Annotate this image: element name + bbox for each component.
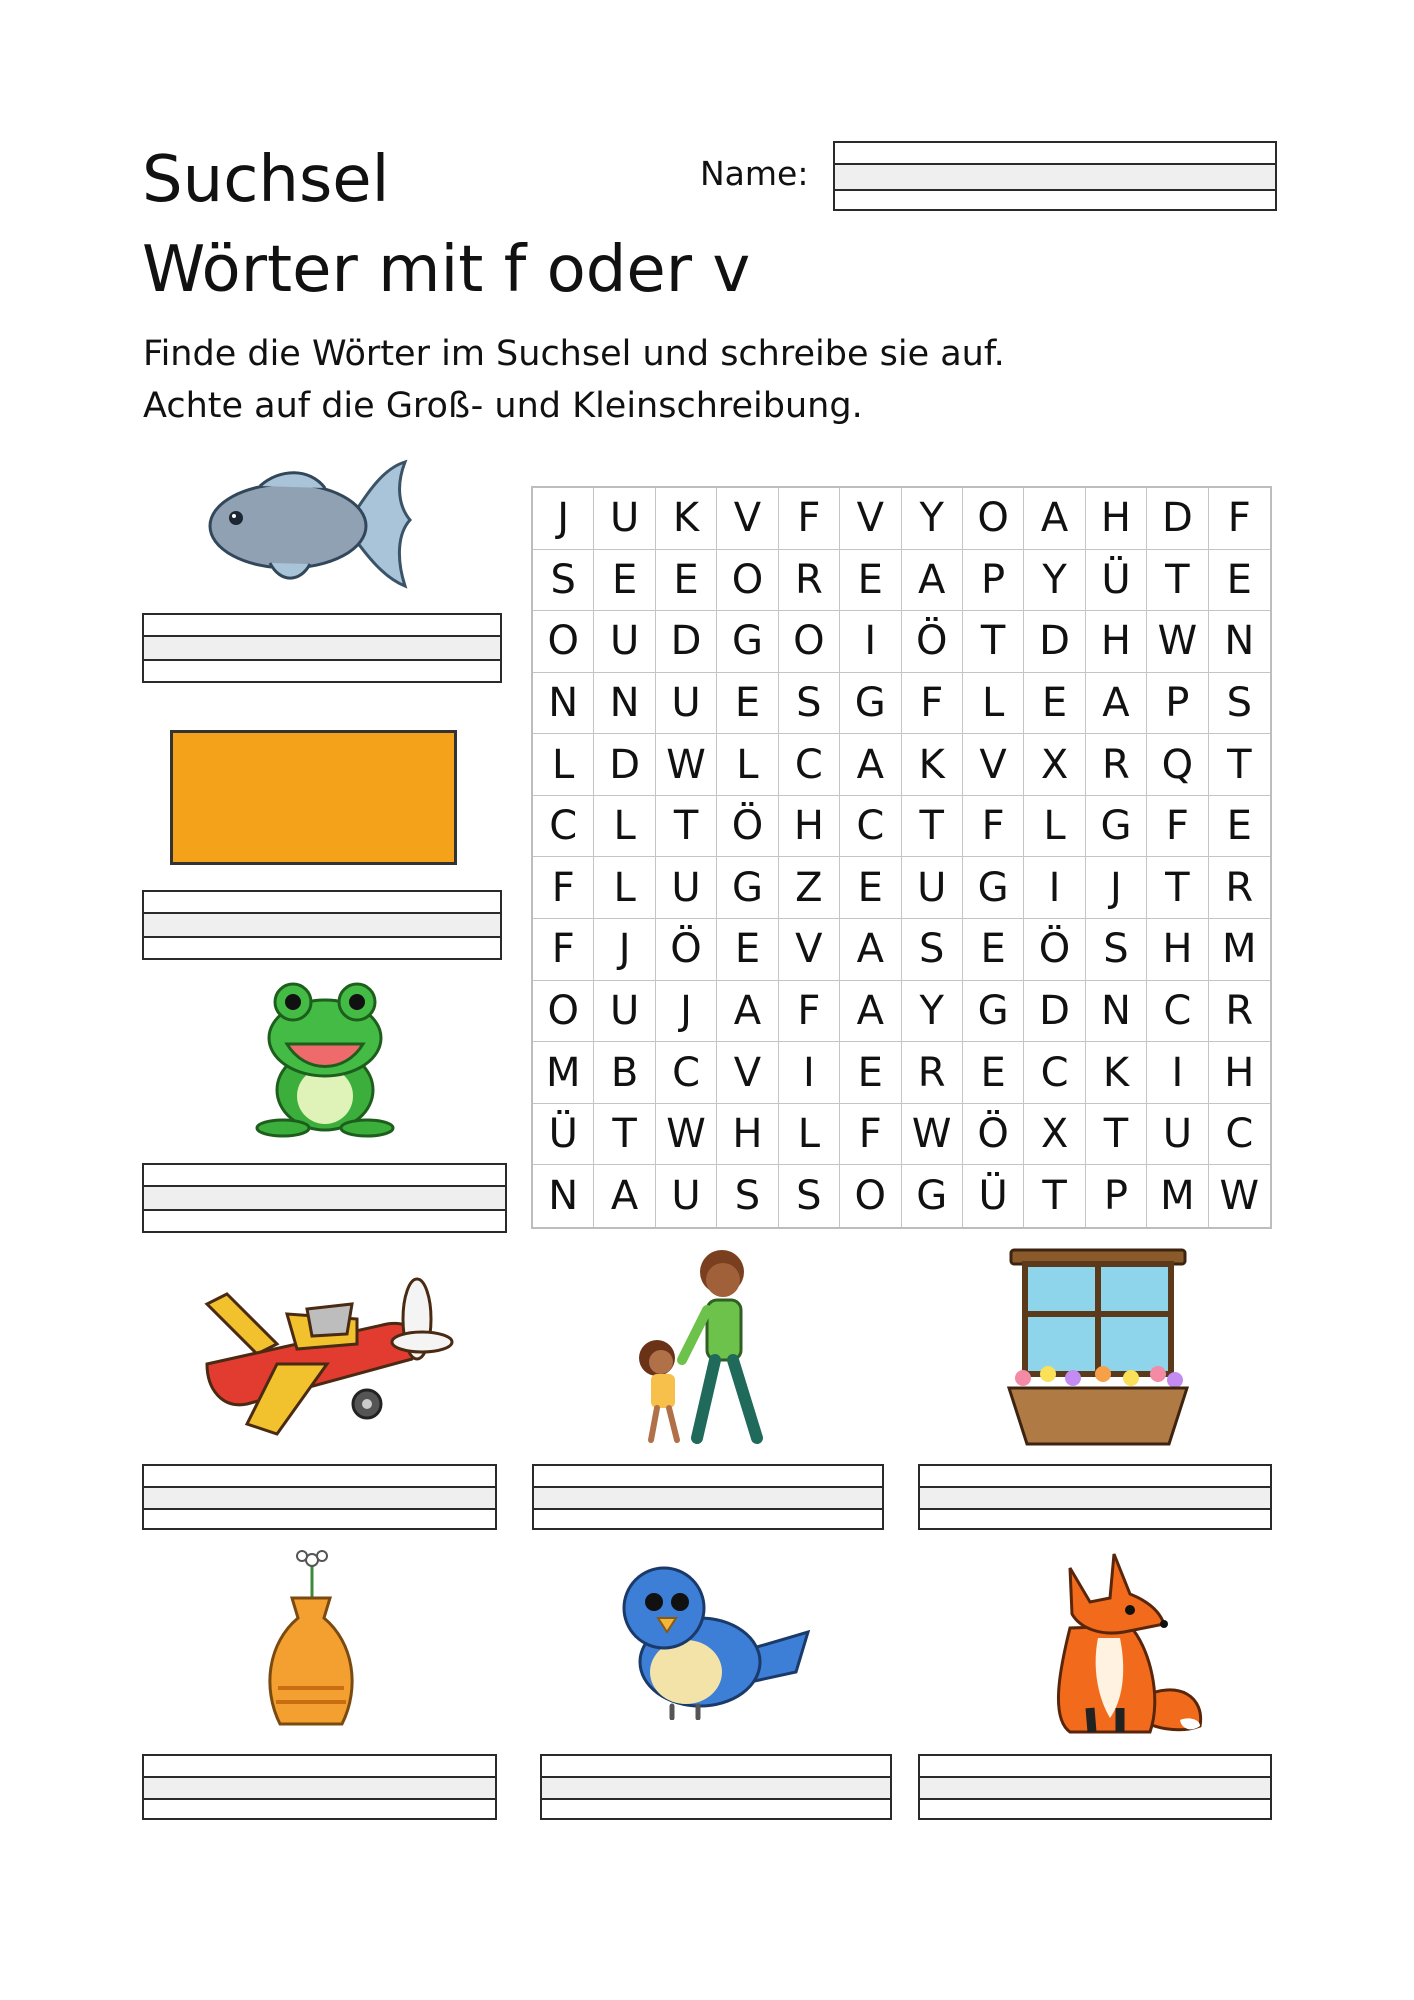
grid-cell[interactable]: E — [717, 919, 778, 981]
grid-cell[interactable]: C — [533, 796, 594, 858]
grid-cell[interactable]: R — [779, 550, 840, 612]
grid-cell[interactable]: G — [963, 981, 1024, 1043]
grid-cell[interactable]: O — [533, 611, 594, 673]
grid-cell[interactable]: D — [1024, 981, 1085, 1043]
name-label: Name: — [700, 154, 809, 193]
grid-cell[interactable]: Y — [902, 981, 963, 1043]
fish-writing-line[interactable] — [142, 613, 502, 683]
grid-cell[interactable]: J — [1086, 857, 1147, 919]
grid-cell[interactable]: N — [1086, 981, 1147, 1043]
grid-cell[interactable]: A — [594, 1165, 655, 1227]
grid-cell[interactable]: E — [840, 1042, 901, 1104]
bird-picture — [620, 1562, 810, 1720]
worksheet-title: Suchsel — [142, 143, 390, 217]
grid-cell[interactable]: U — [594, 611, 655, 673]
grid-cell[interactable]: T — [902, 796, 963, 858]
grid-cell[interactable]: K — [656, 488, 717, 550]
grid-cell[interactable]: E — [840, 857, 901, 919]
grid-cell[interactable]: A — [717, 981, 778, 1043]
grid-cell[interactable]: A — [902, 550, 963, 612]
grid-cell[interactable]: W — [1147, 611, 1208, 673]
father-child-picture — [637, 1250, 787, 1450]
grid-cell[interactable]: L — [533, 734, 594, 796]
grid-cell[interactable]: E — [1209, 550, 1270, 612]
grid-cell[interactable]: Ö — [717, 796, 778, 858]
grid-cell[interactable]: V — [717, 1042, 778, 1104]
grid-cell[interactable]: I — [1024, 857, 1085, 919]
grid-cell[interactable]: R — [1209, 981, 1270, 1043]
grid-cell[interactable]: I — [1147, 1042, 1208, 1104]
grid-cell[interactable]: P — [1086, 1165, 1147, 1227]
grid-cell[interactable]: H — [1209, 1042, 1270, 1104]
grid-cell[interactable]: E — [1024, 673, 1085, 735]
grid-cell[interactable]: F — [1147, 796, 1208, 858]
grid-cell[interactable]: S — [717, 1165, 778, 1227]
grid-cell[interactable]: Z — [779, 857, 840, 919]
grid-cell[interactable]: O — [779, 611, 840, 673]
grid-cell[interactable]: Ü — [533, 1104, 594, 1166]
grid-cell[interactable]: A — [840, 981, 901, 1043]
grid-cell[interactable]: F — [779, 488, 840, 550]
grid-cell[interactable]: O — [963, 488, 1024, 550]
grid-cell[interactable]: V — [779, 919, 840, 981]
grid-cell[interactable]: R — [902, 1042, 963, 1104]
grid-cell[interactable]: S — [1086, 919, 1147, 981]
frog-picture — [255, 978, 395, 1138]
grid-cell[interactable]: P — [963, 550, 1024, 612]
name-writing-line[interactable] — [833, 141, 1277, 211]
grid-cell[interactable]: C — [1147, 981, 1208, 1043]
grid-cell[interactable]: Ü — [963, 1165, 1024, 1227]
grid-cell[interactable]: H — [717, 1104, 778, 1166]
grid-cell[interactable]: U — [656, 673, 717, 735]
grid-cell[interactable]: P — [1147, 673, 1208, 735]
grid-cell[interactable]: U — [902, 857, 963, 919]
grid-cell[interactable]: K — [902, 734, 963, 796]
grid-cell[interactable]: W — [656, 1104, 717, 1166]
grid-cell[interactable]: Ö — [963, 1104, 1024, 1166]
frog-writing-line[interactable] — [142, 1163, 507, 1233]
grid-cell[interactable]: W — [656, 734, 717, 796]
grid-cell[interactable]: A — [840, 919, 901, 981]
instruction-line-1: Finde die Wörter im Suchsel und schreibe sie auf. — [143, 334, 1005, 374]
grid-cell[interactable]: D — [656, 611, 717, 673]
grid-cell[interactable]: F — [902, 673, 963, 735]
grid-cell[interactable]: I — [840, 611, 901, 673]
grid-cell[interactable]: V — [717, 488, 778, 550]
grid-cell[interactable]: E — [840, 550, 901, 612]
grid-cell[interactable]: J — [533, 488, 594, 550]
grid-cell[interactable]: D — [1147, 488, 1208, 550]
grid-cell[interactable]: C — [779, 734, 840, 796]
grid-cell[interactable]: G — [1086, 796, 1147, 858]
grid-cell[interactable]: N — [594, 673, 655, 735]
grid-cell[interactable]: E — [594, 550, 655, 612]
grid-cell[interactable]: J — [594, 919, 655, 981]
grid-cell[interactable]: R — [1209, 857, 1270, 919]
grid-cell[interactable]: U — [656, 1165, 717, 1227]
grid-cell[interactable]: T — [1147, 550, 1208, 612]
grid-cell[interactable]: Ö — [1024, 919, 1085, 981]
grid-cell[interactable]: M — [1147, 1165, 1208, 1227]
grid-cell[interactable]: L — [594, 796, 655, 858]
rectangle-writing-line[interactable] — [142, 890, 502, 960]
grid-cell[interactable]: Ö — [902, 611, 963, 673]
grid-cell[interactable]: O — [717, 550, 778, 612]
grid-cell[interactable]: L — [779, 1104, 840, 1166]
grid-cell[interactable]: F — [1209, 488, 1270, 550]
grid-cell[interactable]: F — [779, 981, 840, 1043]
grid-cell[interactable]: C — [656, 1042, 717, 1104]
grid-cell[interactable]: H — [779, 796, 840, 858]
grid-cell[interactable]: L — [1024, 796, 1085, 858]
grid-cell[interactable]: G — [840, 673, 901, 735]
grid-cell[interactable]: A — [840, 734, 901, 796]
grid-cell[interactable]: R — [1086, 734, 1147, 796]
grid-cell[interactable]: S — [1209, 673, 1270, 735]
grid-cell[interactable]: E — [1209, 796, 1270, 858]
father-writing-line[interactable] — [532, 1464, 884, 1530]
airplane-writing-line[interactable] — [142, 1464, 497, 1530]
grid-cell[interactable]: H — [1147, 919, 1208, 981]
grid-cell[interactable]: F — [533, 857, 594, 919]
grid-cell[interactable]: T — [1086, 1104, 1147, 1166]
grid-cell[interactable]: C — [1024, 1042, 1085, 1104]
grid-cell[interactable]: W — [1219, 1173, 1260, 1220]
fox-picture — [1040, 1548, 1205, 1735]
grid-cell[interactable]: Ü — [1086, 550, 1147, 612]
grid-cell[interactable]: M — [533, 1042, 594, 1104]
fox-writing-line[interactable] — [918, 1754, 1272, 1820]
grid-cell[interactable]: N — [533, 1165, 594, 1227]
grid-cell[interactable]: T — [1024, 1165, 1085, 1227]
grid-cell[interactable]: V — [963, 734, 1024, 796]
grid-cell[interactable]: N — [533, 673, 594, 735]
grid-cell[interactable]: J — [656, 981, 717, 1043]
window-picture — [1003, 1248, 1193, 1446]
grid-cell[interactable]: C — [840, 796, 901, 858]
grid-cell[interactable]: I — [779, 1042, 840, 1104]
grid-cell[interactable]: O — [533, 981, 594, 1043]
grid-cell[interactable]: V — [840, 488, 901, 550]
grid-cell[interactable]: Y — [902, 488, 963, 550]
grid-cell[interactable]: E — [717, 673, 778, 735]
grid-cell[interactable]: X — [1024, 734, 1085, 796]
grid-cell[interactable]: G — [717, 611, 778, 673]
grid-cell[interactable]: E — [656, 550, 717, 612]
grid-cell[interactable]: Y — [1024, 550, 1085, 612]
grid-cell[interactable]: W — [902, 1104, 963, 1166]
grid-cell[interactable]: T — [1209, 734, 1270, 796]
grid-cell[interactable]: G — [717, 857, 778, 919]
grid-cell[interactable]: S — [779, 673, 840, 735]
word-search-grid[interactable] — [531, 486, 1272, 1229]
grid-cell[interactable]: H — [1086, 488, 1147, 550]
bird-writing-line[interactable] — [540, 1754, 892, 1820]
worksheet-subtitle: Wörter mit f oder v — [142, 233, 751, 307]
fish-picture — [200, 458, 415, 593]
grid-cell[interactable]: C — [1209, 1104, 1270, 1166]
grid-cell[interactable]: D — [594, 734, 655, 796]
grid-cell[interactable]: T — [656, 796, 717, 858]
grid-cell[interactable]: A — [1024, 488, 1085, 550]
vase-writing-line[interactable] — [142, 1754, 497, 1820]
grid-cell[interactable]: O — [840, 1165, 901, 1227]
window-writing-line[interactable] — [918, 1464, 1272, 1530]
grid-cell[interactable]: T — [1147, 857, 1208, 919]
grid-cell[interactable]: U — [594, 981, 655, 1043]
grid-cell[interactable]: H — [1086, 611, 1147, 673]
grid-cell[interactable]: F — [840, 1104, 901, 1166]
vase-picture — [262, 1548, 360, 1735]
grid-cell[interactable]: K — [1086, 1042, 1147, 1104]
grid-cell[interactable]: G — [902, 1165, 963, 1227]
grid-cell[interactable]: D — [1024, 611, 1085, 673]
grid-cell[interactable]: F — [963, 796, 1024, 858]
grid-cell[interactable]: E — [963, 1042, 1024, 1104]
grid-cell[interactable]: T — [594, 1104, 655, 1166]
grid-cell[interactable]: G — [963, 857, 1024, 919]
grid-cell[interactable]: Q — [1147, 734, 1208, 796]
grid-cell[interactable]: A — [1086, 673, 1147, 735]
grid-cell[interactable]: L — [594, 857, 655, 919]
grid-cell[interactable]: X — [1024, 1104, 1085, 1166]
grid-cell[interactable]: N — [1209, 611, 1270, 673]
orange-rectangle — [170, 730, 457, 865]
grid-cell[interactable]: S — [533, 550, 594, 612]
grid-cell[interactable]: F — [533, 919, 594, 981]
grid-cell[interactable]: L — [717, 734, 778, 796]
grid-cell[interactable]: U — [594, 488, 655, 550]
grid-cell[interactable]: B — [594, 1042, 655, 1104]
grid-cell[interactable]: M — [1209, 919, 1270, 981]
airplane-picture — [187, 1264, 457, 1444]
grid-cell[interactable]: U — [1147, 1104, 1208, 1166]
grid-cell[interactable]: T — [963, 611, 1024, 673]
grid-cell[interactable]: S — [779, 1165, 840, 1227]
grid-cell[interactable]: Ö — [656, 919, 717, 981]
grid-cell[interactable]: E — [963, 919, 1024, 981]
instruction-line-2: Achte auf die Groß- und Kleinschreibung. — [143, 386, 863, 426]
grid-cell[interactable]: S — [902, 919, 963, 981]
grid-cell[interactable]: L — [963, 673, 1024, 735]
grid-cell[interactable]: U — [656, 857, 717, 919]
